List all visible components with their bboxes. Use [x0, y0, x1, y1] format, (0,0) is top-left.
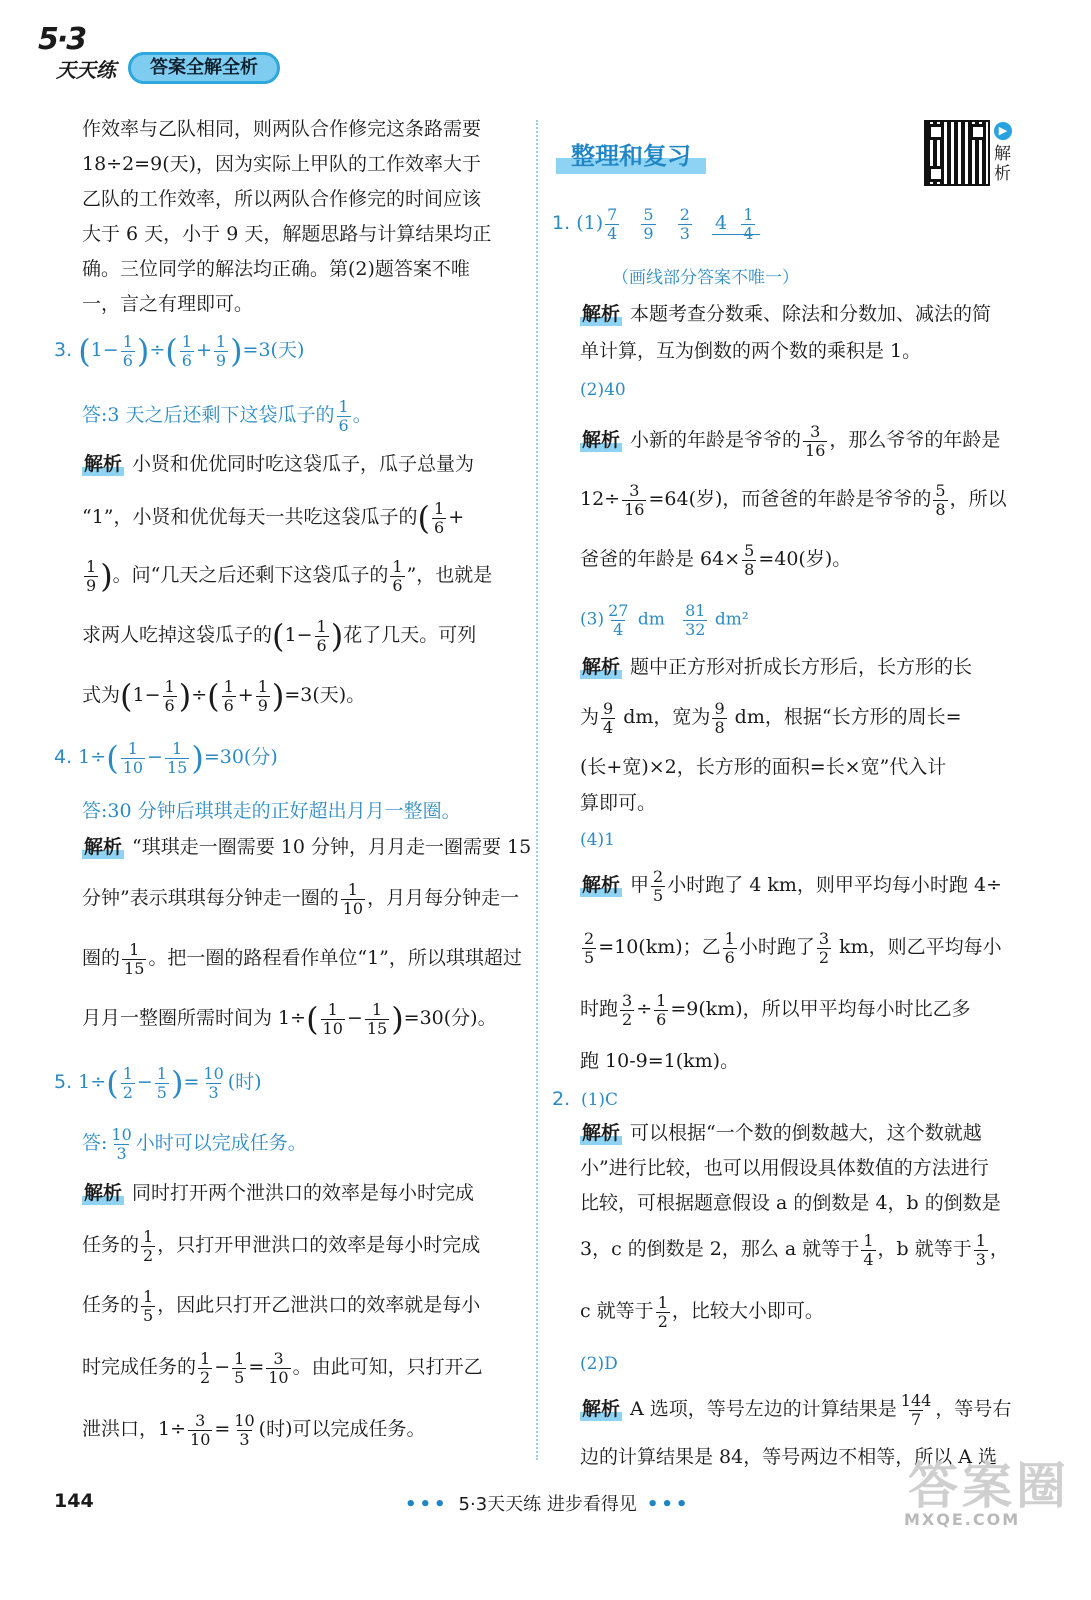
play-icon: ▶: [994, 122, 1012, 140]
cont-line: 18÷2=9(天)，因为实际上甲队的工作效率大于: [82, 153, 482, 175]
q4-jx-line: 分钟”表示琪琪每分钟走一圈的 $\frac{1}{10}$ ，月月每分钟走一: [82, 880, 520, 918]
qr-code-icon[interactable]: [924, 120, 990, 186]
q5-jx-line: 任务的 $\frac{1}{5}$ ，因此只打开乙泄洪口的效率就是每小: [82, 1287, 481, 1325]
q5-jx-line: 解析 同时打开两个泄洪口的效率是每小时完成: [84, 1182, 475, 1204]
fraction: $\frac{1}{9}$: [215, 332, 227, 370]
q1-jx-line: 12÷ $\frac{3}{16}$ =64(岁)，而爸爸的年龄是爷爷的 $\frac{5}{8}$ ，所以: [580, 481, 1007, 519]
q3-number: 3.: [54, 339, 73, 362]
q1-jx-line: 时跑 $\frac{3}{2}$ ÷ $\frac{1}{6}$ =9(km)，所以甲平均每小时比乙多: [580, 991, 971, 1029]
q3-result: =3(天): [242, 339, 305, 362]
q2-p1-answer: 2. (1)C: [552, 1088, 619, 1110]
q1-jx-line: (长+宽)×2，长方形的面积=长×宽”代入计: [580, 756, 947, 778]
jiexi-label: 解析: [582, 1398, 621, 1421]
q1-p2-label: (2)40: [580, 380, 626, 400]
jiexi-label: 解析: [84, 1182, 123, 1204]
page-number: 144: [54, 1490, 94, 1512]
q2-jx-line: 比较，可根据题意假设 a 的倒数是 4，b 的倒数是: [580, 1192, 1001, 1214]
q4-equation: 4. 1÷( $\frac{1}{10}$ − $\frac{1}{15}$ )=30(分): [54, 739, 278, 778]
q1-jx-line: 爸爸的年龄是 64× $\frac{5}{8}$ =40(岁)。: [580, 541, 852, 579]
jiexi-label: 解析: [582, 429, 621, 452]
q1-p1-answers: 1. (1) $\frac{7}{4}$ $\frac{5}{9}$ $\frac{2}{3}$ 4 $\frac{1}{4}$: [552, 206, 1022, 242]
column-divider: [536, 120, 538, 1460]
q1-jx-line: 解析 题中正方形对折成长方形后，长方形的长: [582, 656, 973, 678]
q5-jx-line: 泄洪口，1÷ $\frac{3}{10}$ = $\frac{10}{3}$ (时)可以完成任务。: [82, 1411, 426, 1449]
q3-jx-line: $\frac{1}{9}$ )。问“几天之后还剩下这袋瓜子的 $\frac{1}{6}$ ”，也就是: [86, 557, 493, 596]
cont-line: 大于 6 天，小于 9 天，解题思路与计算结果均正: [82, 223, 492, 245]
cont-line: 一，言之有理即可。: [82, 293, 254, 315]
q2-jx-line: 小”进行比较，也可以用假设具体数值的方法进行: [580, 1157, 989, 1179]
q5-jx-line: 任务的 $\frac{1}{2}$ ，只打开甲泄洪口的效率是每小时完成: [82, 1227, 481, 1265]
jiexi-label: 解析: [84, 453, 123, 475]
q2-p2-label: (2)D: [580, 1354, 618, 1374]
q1-p1-note: （画线部分答案不唯一）: [612, 268, 799, 288]
jiexi-label: 解析: [84, 836, 123, 858]
q4-jx-line: 月月一整圈所需时间为 1÷( $\frac{1}{10}$ − $\frac{1}{15}$ )=30(分)。: [82, 1000, 497, 1039]
q2-number: 2.: [552, 1088, 571, 1110]
q3-jx-line: 式为(1− $\frac{1}{6}$ )÷( $\frac{1}{6}$ + $\frac{1}{9}$ )=3(天)。: [82, 677, 366, 716]
cont-line: 作效率与乙队相同，则两队合作修完这条路需要: [82, 118, 482, 140]
q1-p3-answer: (3) $\frac{27}{4}$ dm $\frac{81}{32}$ dm²: [580, 601, 749, 639]
q4-answer: 答:30 分钟后琪琪走的正好超出月月一整圈。: [82, 800, 461, 822]
q3-answer: 答:3 天之后还剩下这袋瓜子的 $\frac{1}{6}$ 。: [82, 397, 372, 435]
q5-answer: 答: $\frac{10}{3}$ 小时可以完成任务。: [82, 1125, 307, 1163]
jiexi-label: 解析: [582, 303, 621, 325]
q2-jx-line: 解析 A 选项，等号左边的计算结果是 $\frac{144}{7}$ ，等号右: [582, 1391, 1012, 1429]
q1-jx-line: 算即可。: [580, 792, 657, 814]
jiexi-label: 解析: [582, 874, 621, 897]
logo-number: 5·3: [38, 22, 86, 57]
q3-jx-line: “1”，小贤和优优每天一共吃这袋瓜子的( $\frac{1}{6}$ +: [82, 499, 465, 538]
q1-jx-line: 解析 小新的年龄是爷爷的 $\frac{3}{16}$ ，那么爷爷的年龄是: [582, 422, 1001, 460]
logo-sub: 天天练: [56, 58, 116, 82]
jiexi-label: 解析: [582, 1122, 621, 1144]
q1-jx-line: 单计算，互为倒数的两个数的乘积是 1。: [580, 340, 922, 362]
fraction: $\frac{1}{6}$: [122, 332, 133, 370]
section-title: 整理和复习: [556, 138, 706, 174]
q2-jx-line: 3，c 的倒数是 2，那么 a 就等于 $\frac{1}{4}$ ，b 就等于 $\frac{1}{3}$ ，: [580, 1231, 1009, 1269]
cont-line: 乙队的工作效率，所以两队合作修完的时间应该: [82, 188, 482, 210]
q1-jx-line: 跑 10-9=1(km)。: [580, 1050, 740, 1072]
footer-slogan: ••• 5·3天天练 进步看得见 •••: [405, 1494, 691, 1515]
q2-jx-line: 边的计算结果是 84，等号两边不相等，所以 A 选: [580, 1446, 998, 1468]
q2-jx-line: 解析 可以根据“一个数的倒数越大，这个数就越: [582, 1122, 982, 1144]
q1-jx-line: 解析 本题考查分数乘、除法和分数加、减法的简: [582, 303, 992, 325]
q4-jx-line: 圈的 $\frac{1}{15}$ 。把一圈的路程看作单位“1”，所以琪琪超过: [82, 940, 522, 978]
q5-number: 5.: [54, 1071, 73, 1094]
q2-jx-line: c 就等于 $\frac{1}{2}$ ，比较大小即可。: [580, 1293, 824, 1331]
watermark: MXQE.COM: [904, 1510, 1021, 1529]
q1-jx-line: $\frac{2}{5}$ =10(km)；乙 $\frac{1}{6}$ 小时跑了 $\frac{3}{2}$ km，则乙平均每小: [584, 929, 1002, 967]
q1-jx-line: 解析 甲 $\frac{2}{5}$ 小时跑了 4 km，则甲平均每小时跑 4÷: [582, 867, 1002, 905]
cont-line: 确。三位同学的解法均正确。第(2)题答案不唯: [82, 258, 470, 280]
q5-jx-line: 时完成任务的 $\frac{1}{2}$ − $\frac{1}{5}$ = $\frac{3}{10}$ 。由此可知，只打开乙: [82, 1349, 483, 1387]
q3-equation: 3. (1− $\frac{1}{6}$ )÷( $\frac{1}{6}$ + $\frac{1}{9}$ )=3(天): [54, 332, 305, 371]
q1-jx-line: 为 $\frac{9}{4}$ dm，宽为 $\frac{9}{8}$ dm，根据“长方形的周长=: [580, 699, 962, 737]
q1-p4-label: (4)1: [580, 830, 615, 850]
q4-jx-line: 解析 “琪琪走一圈需要 10 分钟，月月走一圈需要 15: [84, 836, 532, 858]
qr-label: 解析: [994, 144, 1011, 184]
watermark-logo: 答案圈: [908, 1457, 1070, 1515]
q4-number: 4.: [54, 746, 73, 769]
q3-jx-line: 解析 小贤和优优同时吃这袋瓜子，瓜子总量为: [84, 453, 475, 475]
header-badge: 答案全解全析: [128, 52, 280, 84]
q3-jx-line: 求两人吃掉这袋瓜子的(1− $\frac{1}{6}$ )花了几天。可列: [82, 617, 477, 656]
q5-equation: 5. 1÷( $\frac{1}{2}$ − $\frac{1}{5}$ )= $\frac{10}{3}$ (时): [54, 1064, 262, 1103]
fraction: $\frac{1}{6}$: [181, 332, 192, 370]
q1-number: 1.: [552, 212, 571, 235]
jiexi-label: 解析: [582, 656, 621, 678]
logo: [38, 22, 120, 88]
